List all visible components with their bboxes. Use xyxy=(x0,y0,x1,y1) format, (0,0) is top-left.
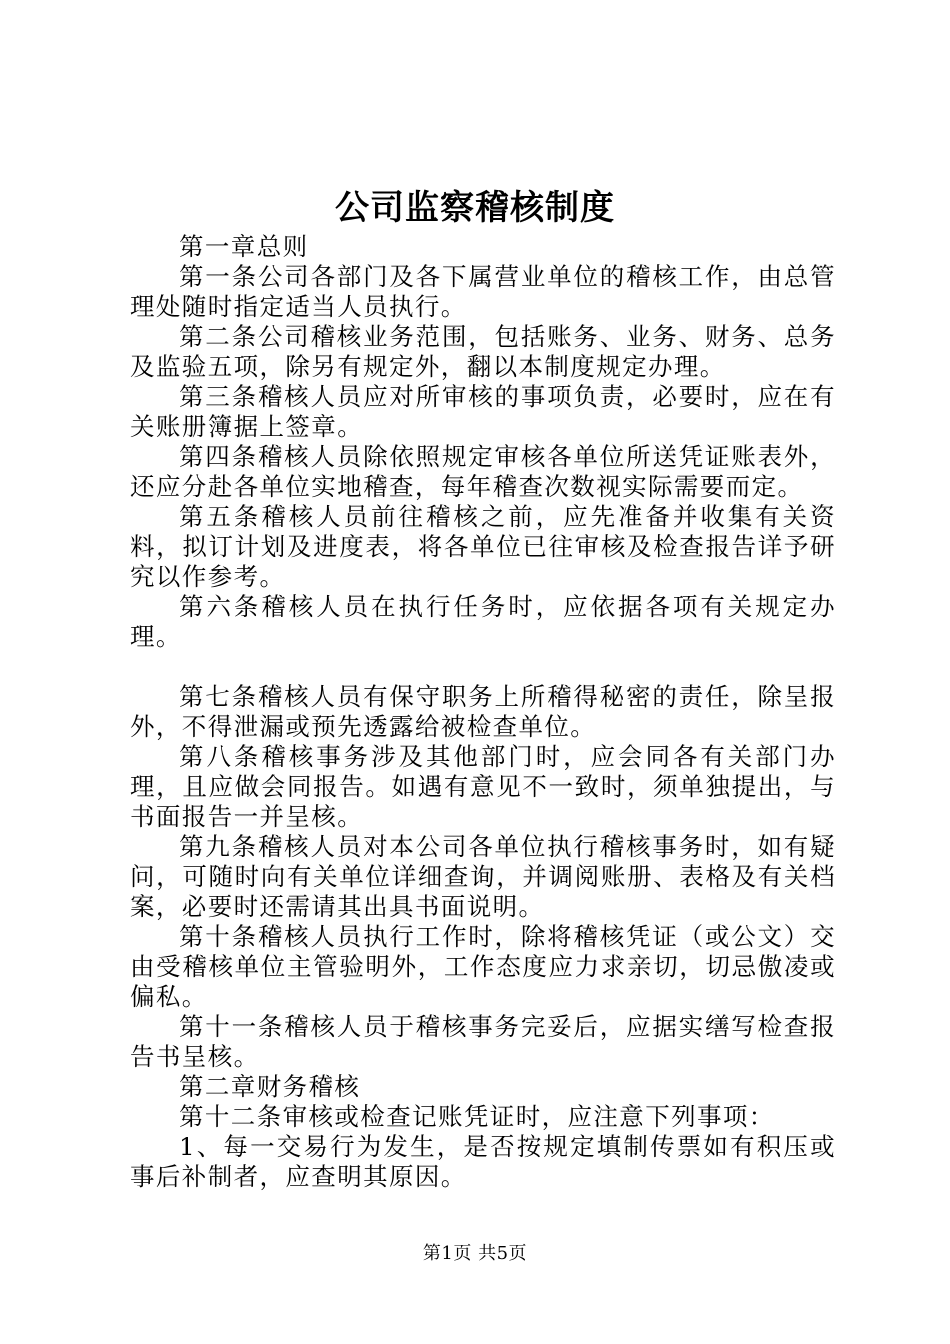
article-paragraph: 第一条公司各部门及各下属营业单位的稽核工作，由总管理处随时指定适当人员执行。 xyxy=(130,262,836,321)
article-paragraph: 第三条稽核人员应对所审核的事项负责，必要时，应在有关账册簿据上签章。 xyxy=(130,382,836,441)
page-footer: 第1页 共5页 xyxy=(422,1243,528,1264)
article-paragraph: 第四条稽核人员除依照规定审核各单位所送凭证账表外，还应分赴各单位实地稽查，每年稽查次数视实际需要而定。 xyxy=(130,442,836,501)
document-body xyxy=(130,232,836,1192)
article-paragraph: 第九条稽核人员对本公司各单位执行稽核事务时，如有疑问，可随时向有关单位详细查询，并调阅账册、表格及有关档案，必要时还需请其出具书面说明。 xyxy=(130,832,836,921)
article-paragraph: 第五条稽核人员前往稽核之前，应先准备并收集有关资料，拟订计划及进度表，将各单位已往审核及检查报告详予研究以作参考。 xyxy=(130,502,836,591)
chapter-heading: 第二章财务稽核 xyxy=(179,1072,361,1101)
article-paragraph: 第六条稽核人员在执行任务时，应依据各项有关规定办理。 xyxy=(130,592,836,651)
article-paragraph: 第七条稽核人员有保守职务上所稽得秘密的责任，除呈报外，不得泄漏或预先透露给被检查单位。 xyxy=(130,682,836,741)
article-paragraph: 第十二条审核或检查记账凭证时，应注意下列事项： xyxy=(179,1102,775,1131)
article-paragraph: 第二条公司稽核业务范围，包括账务、业务、财务、总务及监验五项，除另有规定外，翻以本制度规定办理。 xyxy=(130,322,836,381)
article-paragraph: 第十条稽核人员执行工作时，除将稽核凭证（或公文）交由受稽核单位主管验明外，工作态度应力求亲切，切忌傲凌或偏私。 xyxy=(130,922,836,1011)
document-title: 公司监察稽核制度 xyxy=(335,188,615,228)
chapter-heading: 第一章总则 xyxy=(179,232,309,261)
article-paragraph: 第十一条稽核人员于稽核事务完妥后，应据实缮写检查报告书呈核。 xyxy=(130,1012,836,1071)
article-paragraph: 第八条稽核事务涉及其他部门时，应会同各有关部门办理，且应做会同报告。如遇有意见不一致时，须单独提出，与书面报告一并呈核。 xyxy=(130,742,836,831)
list-item: 1、每一交易行为发生，是否按规定填制传票如有积压或事后补制者，应查明其原因。 xyxy=(130,1132,836,1191)
